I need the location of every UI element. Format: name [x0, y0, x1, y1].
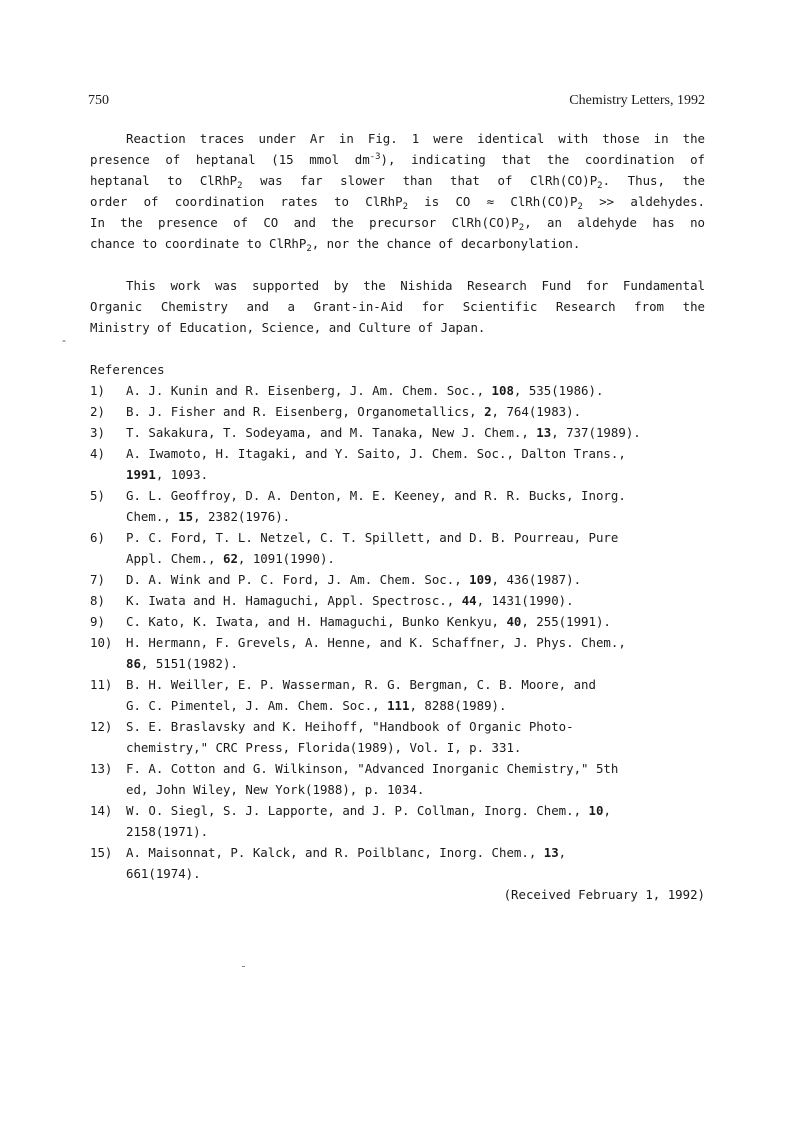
reference-continuation: G. C. Pimentel, J. Am. Chem. Soc., 111, 8288(1989). [126, 698, 507, 713]
text-line: chance to coordinate to ClRhP$_2$, nor the chance of decarbonylation. [90, 236, 581, 254]
text-line: Ministry of Education, Science, and Culture of Japan. [90, 320, 486, 335]
text-line: This work was supported by the Nishida Research Fund for Fundamental [126, 278, 705, 293]
reference-continuation: Chem., 15, 2382(1976). [126, 509, 291, 524]
reference-list [90, 380, 705, 884]
reference-continuation: Appl. Chem., 62, 1091(1990). [126, 551, 335, 566]
reference-item: 3) T. Sakakura, T. Sodeyama, and M. Tanaka, New J. Chem., 13, 737(1989). [90, 425, 641, 440]
reference-item: 1) A. J. Kunin and R. Eisenberg, J. Am. Chem. Soc., 108, 535(1986). [90, 383, 604, 398]
text-line: heptanal to ClRhP$_2$ was far slower than that of $ClRh(CO)P_2$. Thus, the [90, 173, 705, 191]
margin-mark: - [62, 333, 66, 347]
reference-continuation: ed, John Wiley, New York(1988), p. 1034. [126, 782, 425, 797]
reference-item: 13) F. A. Cotton and G. Wilkinson, "Advanced Inorganic Chemistry," 5th [90, 761, 619, 776]
reference-continuation: 2158(1971). [126, 824, 209, 839]
reference-item: 15) A. Maisonnat, P. Kalck, and R. Poilblanc, Inorg. Chem., 13, [90, 845, 567, 860]
acknowledgment [90, 275, 705, 338]
reference-item: 11) B. H. Weiller, E. P. Wasserman, R. G. Bergman, C. B. Moore, and [90, 677, 596, 692]
reference-item: 7) D. A. Wink and P. C. Ford, J. Am. Chem. Soc., 109, 436(1987). [90, 572, 582, 587]
references-heading: References [90, 362, 165, 377]
text-line: presence of heptanal (15 mmol $dm^{-3}$), indicating that the coordination of [90, 152, 705, 167]
reference-continuation: 661(1974). [126, 866, 201, 881]
reference-item: 9) C. Kato, K. Iwata, and H. Hamaguchi, Bunko Kenkyu, 40, 255(1991). [90, 614, 611, 629]
reference-continuation: 1991, 1093. [126, 467, 209, 482]
reference-item: 4) A. Iwamoto, H. Itagaki, and Y. Saito, J. Chem. Soc., Dalton Trans., [90, 446, 626, 461]
reference-item: 6) P. C. Ford, T. L. Netzel, C. T. Spillett, and D. B. Pourreau, Pure [90, 530, 619, 545]
reference-continuation: chemistry," CRC Press, Florida(1989), Vol. I, p. 331. [126, 740, 522, 755]
scan-speck [242, 966, 245, 967]
reference-item: 8) K. Iwata and H. Hamaguchi, Appl. Spectrosc., 44, 1431(1990). [90, 593, 574, 608]
text-line: order of coordination rates to ClRhP$_2$ is CO ≈ $ClRh(CO)P_2$ >> aldehydes. [90, 194, 706, 212]
paragraph-1 [90, 128, 705, 254]
running-header: Chemistry Letters, 1992 [569, 93, 705, 108]
reference-continuation: 86, 5151(1982). [126, 656, 238, 671]
reference-item: 2) B. J. Fisher and R. Eisenberg, Organometallics, 2, 764(1983). [90, 404, 582, 419]
text-line: In the presence of CO and the precursor $ClRh(CO)P_2$, an aldehyde has no [90, 215, 705, 233]
reference-item: 5) G. L. Geoffroy, D. A. Denton, M. E. Keeney, and R. R. Bucks, Inorg. [90, 488, 626, 503]
received-date: (Received February 1, 1992) [503, 887, 705, 902]
reference-item: 12) S. E. Braslavsky and K. Heihoff, "Handbook of Organic Photo- [90, 719, 574, 734]
reference-item: 10) H. Hermann, F. Grevels, A. Henne, and K. Schaffner, J. Phys. Chem., [90, 635, 626, 650]
text-line: Reaction traces under Ar in Fig. 1 were identical with those in the [126, 131, 705, 146]
page-body [90, 128, 705, 905]
reference-item: 14) W. O. Siegl, S. J. Lapporte, and J. P. Collman, Inorg. Chem., 10, [90, 803, 611, 818]
page-number: 750 [88, 93, 109, 108]
text-line: Organic Chemistry and a Grant-in-Aid for Scientific Research from the [90, 299, 705, 314]
